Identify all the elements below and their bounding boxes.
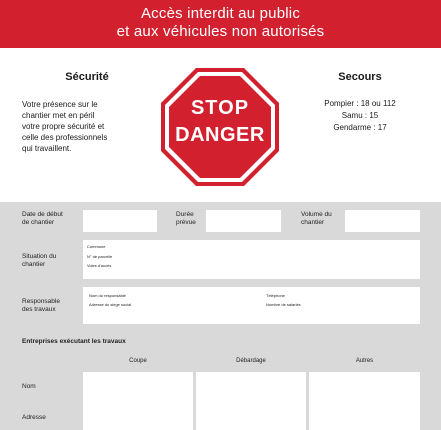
situation-label (22, 253, 56, 269)
parcelle-label: N° de parcelle (87, 254, 113, 259)
row-nom-label: Nom (22, 383, 36, 390)
securite-line: Votre présence sur le (22, 100, 98, 109)
autres-field[interactable] (309, 372, 420, 430)
secours-title: Secours (338, 71, 382, 83)
duree-label-line: Durée (176, 211, 194, 218)
securite-line: qui travaillent. (22, 144, 72, 153)
secours-gendarme: Gendarme : 17 (333, 123, 387, 132)
securite-line: chantier met en péril (22, 111, 95, 120)
duree-label (176, 211, 196, 227)
situation-label-line: Situation du (22, 253, 57, 260)
responsable-field[interactable] (83, 287, 420, 324)
coupe-field[interactable] (83, 372, 193, 430)
banner-line-1: Accès interdit au public (140, 5, 301, 22)
entreprises-heading: Entreprises exécutant les travaux (22, 338, 126, 345)
adresse-siege-label: Adresse du siège social (89, 302, 132, 307)
date-debut-label-line: Date de début (22, 211, 63, 218)
danger-text: DANGER (175, 124, 265, 146)
header-banner (0, 0, 441, 48)
securite-text (22, 99, 152, 154)
debardage-field[interactable] (196, 372, 306, 430)
nom-responsable-label: Nom du responsable (89, 293, 126, 298)
volume-label-line: chantier (301, 219, 325, 226)
duree-field[interactable] (206, 210, 281, 232)
col-autres: Autres (355, 358, 374, 364)
date-debut-label (22, 211, 63, 227)
securite-line: celle des professionnels (22, 133, 108, 142)
duree-label-line: prévue (176, 219, 196, 226)
volume-field[interactable] (345, 210, 420, 232)
securite-line: votre propre sécurité et (22, 122, 105, 131)
responsable-label-line: Responsable (22, 298, 60, 305)
responsable-label (22, 298, 60, 314)
voies-label: Voies d'accès (87, 263, 112, 268)
row-adresse-label: Adresse (22, 414, 46, 421)
volume-label-line: Volume du (301, 211, 332, 218)
situation-field[interactable] (83, 240, 420, 279)
stop-sign (160, 67, 280, 187)
stop-text: STOP (190, 97, 250, 119)
date-debut-field[interactable] (83, 210, 157, 232)
secours-pompier: Pompier : 18 ou 112 (324, 99, 396, 108)
col-coupe: Coupe (129, 358, 147, 364)
col-debardage: Débardage (236, 358, 266, 364)
volume-label (301, 211, 332, 227)
commune-label: Commune (87, 244, 106, 249)
date-debut-label-line: de chantier (22, 219, 55, 226)
telephone-label: Téléphone (266, 293, 285, 298)
responsable-label-line: des travaux (22, 306, 56, 313)
banner-line-2: et aux véhicules non autorisés (116, 23, 325, 40)
securite-title: Sécurité (65, 71, 109, 83)
secours-samu: Samu : 15 (341, 111, 379, 120)
nombre-salaries-label: Nombre de salariés (266, 302, 301, 307)
situation-label-line: chantier (22, 261, 46, 268)
